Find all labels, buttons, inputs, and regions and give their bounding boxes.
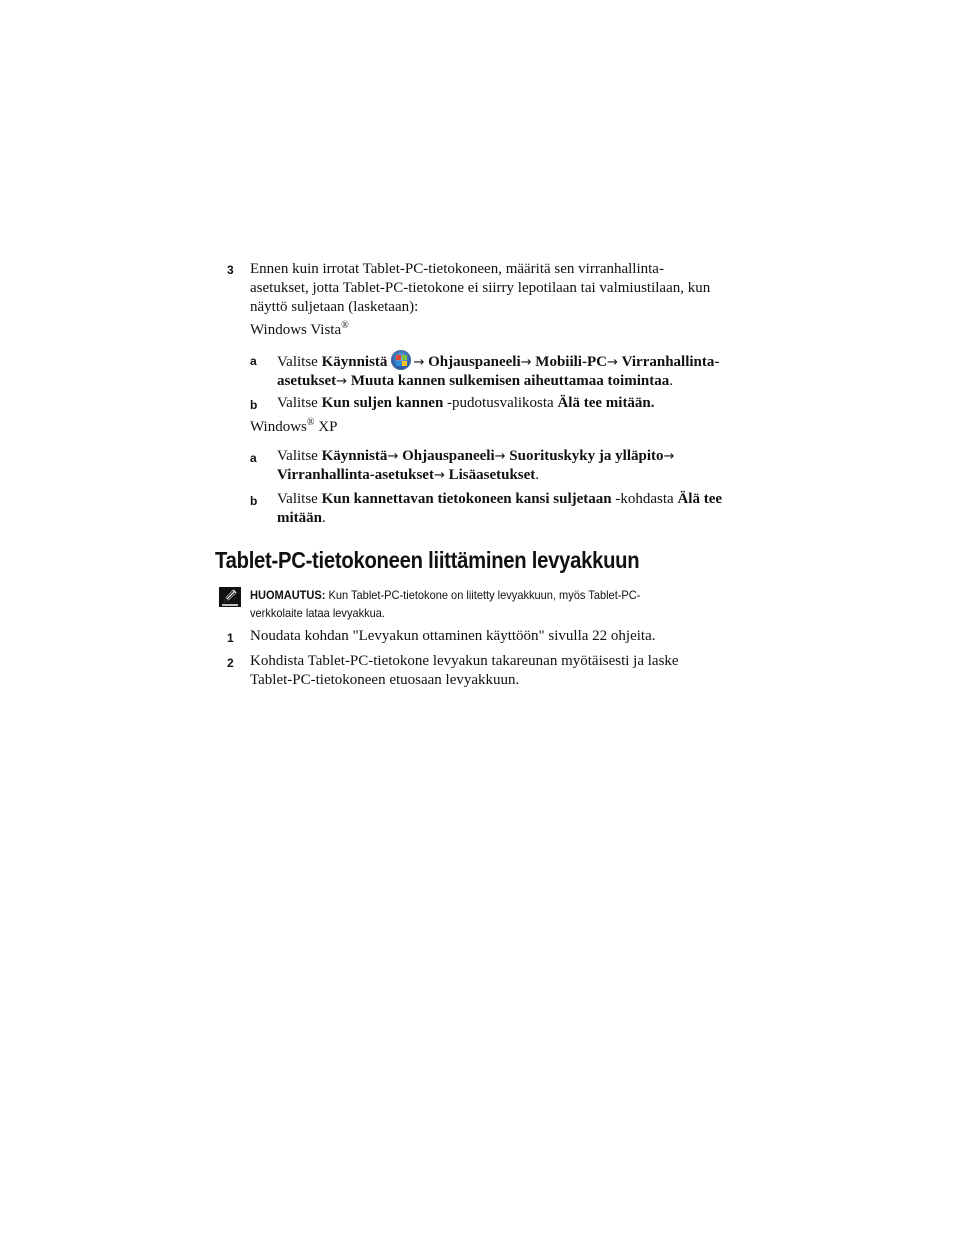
- xp-b-letter: b: [250, 494, 258, 508]
- step-2-text: Kohdista Tablet-PC-tietokone levyakun takareunan myötäisesti ja laske Tablet-PC-tietokoneen etuosaan levyakkuun.: [250, 653, 679, 688]
- note-text: HUOMAUTUS: Kun Tablet-PC-tietokone on liitetty levyakkuun, myös Tablet-PC- verkkolaite lataa levyakkua.: [250, 588, 641, 620]
- vista-a-letter: a: [250, 354, 257, 368]
- step-1-text: Noudata kohdan "Levyakun ottaminen käyttöön" sivulla 22 ohjeita.: [250, 628, 656, 644]
- note-label: HUOMAUTUS:: [250, 588, 326, 602]
- step-3-number: 3: [227, 263, 234, 277]
- step-3-line-2: asetukset, jotta Tablet-PC-tietokone ei siirry lepotilaan tai valmiustilaan, kun: [250, 280, 711, 296]
- windows-xp-label: Windows® XP: [250, 417, 338, 435]
- note-pencil-icon: [219, 587, 241, 607]
- xp-a-text: Valitse Käynnistä→ Ohjauspaneeli→ Suorituskyky ja ylläpito→ Virranhallinta-asetukset→ Lisäasetukset.: [277, 448, 675, 483]
- step-3-line-1: Ennen kuin irrotat Tablet-PC-tietokoneen, määritä sen virranhallinta-: [250, 261, 664, 277]
- vista-a-text: Valitse Käynnistä → Ohjauspaneeli→ Mobiili-PC→ Virranhallinta- asetukset→ Muuta kannen sulkemisen aiheuttamaa toimintaa.: [277, 350, 747, 391]
- windows-start-icon: [391, 350, 411, 370]
- step-2-number: 2: [227, 656, 234, 670]
- step-1-number: 1: [227, 631, 234, 645]
- section-heading: Tablet-PC-tietokoneen liittäminen levyakkuun: [215, 547, 640, 573]
- windows-vista-label: Windows Vista®: [250, 320, 349, 338]
- vista-b-text: Valitse Kun suljen kannen -pudotusvalikosta Älä tee mitään.: [277, 395, 655, 411]
- step-3-text: [250, 260, 750, 317]
- step-3-line-3: näyttö suljetaan (lasketaan):: [250, 299, 419, 315]
- xp-a-letter: a: [250, 451, 257, 465]
- vista-b-letter: b: [250, 398, 258, 412]
- xp-b-text: Valitse Kun kannettavan tietokoneen kansi suljetaan -kohdasta Älä tee mitään.: [277, 491, 723, 526]
